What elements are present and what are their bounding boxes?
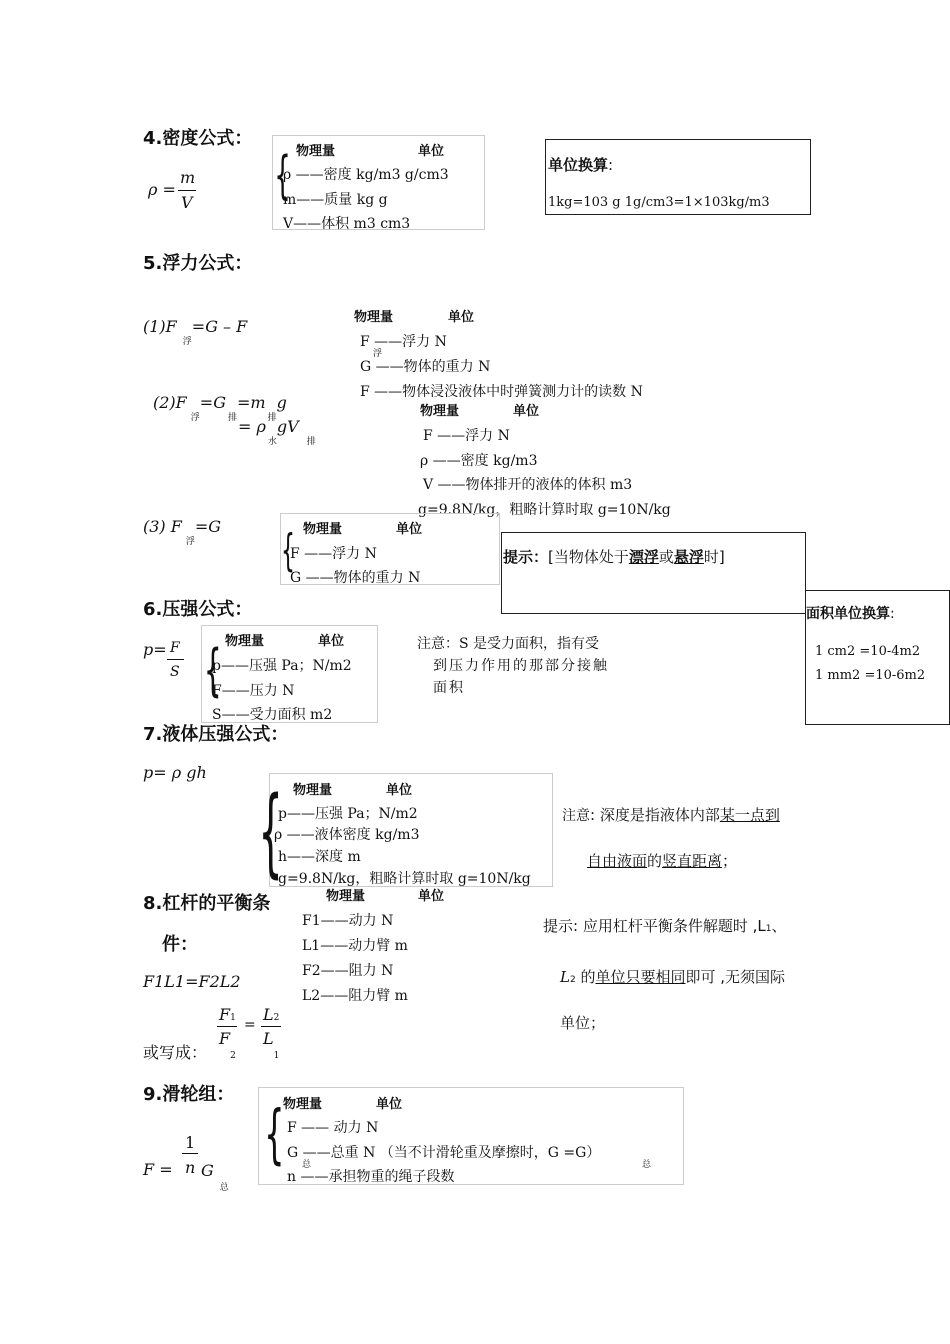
density-col-quantity: 物理量 [296,144,336,159]
heading-lever: 8.杠杆的平衡条 [143,893,271,914]
pulley-formula-num: 1 [185,1133,196,1152]
fraction-bar [261,1026,281,1027]
buoyancy-t3-unit: 单位 [396,522,423,537]
liquid-formula: p= ρ gh [143,763,207,782]
pressure-formula-lhs: p= [143,640,167,659]
buoyancy-t1-row: F ——物体浸没液体中时弹簧测力计的读数 N [360,384,643,400]
float-tip-box [501,532,806,614]
heading-density: 4.密度公式： [143,128,253,149]
lever-row: F1——动力 N [302,913,394,929]
pressure-row: F——压力 N [212,683,295,699]
pressure-note-line: 到压力作用的那部分接触 [433,658,609,674]
heading-pulley: 9.滑轮组： [143,1084,235,1105]
buoyancy-t2-row: ρ ——密度 kg/m3 [420,453,538,469]
heading-buoyancy: 5.浮力公式： [143,253,253,274]
liquid-col-quantity: 物理量 [293,783,333,798]
buoyancy-t3-quantity: 物理量 [303,522,343,537]
pulley-row: G ——总重 N （当不计滑轮重及摩擦时，G =G） [287,1145,601,1161]
density-formula-den: V [181,193,193,212]
buoyancy-t2-row: g=9.8N/kg，粗略计算时取 g=10N/kg [418,502,671,518]
heading-liquid-pressure: 7.液体压强公式： [143,724,289,745]
pulley-formula-den: n [185,1158,196,1177]
pulley-row: F —— 动力 N [287,1120,379,1136]
pressure-note-line: 面积 [433,680,465,696]
liquid-row: g=9.8N/kg，粗略计算时取 g=10N/kg [278,871,531,887]
buoyancy-t1-unit: 单位 [448,310,475,325]
pressure-col-quantity: 物理量 [225,634,265,649]
pulley-col-quantity: 物理量 [283,1097,323,1112]
buoyancy-t3-row: G ——物体的重力 N [290,570,421,586]
lever-alt-f-num: F1 [219,1005,236,1024]
lever-row: L2——阻力臂 m [302,988,408,1004]
float-tip: 提示：[当物体处于漂浮或悬浮时] [503,548,725,566]
buoyancy-t1-quantity: 物理量 [354,310,394,325]
lever-formula: F1L1=F2L2 [143,972,241,991]
density-col-unit: 单位 [418,144,445,159]
liquid-row: h——深度 m [278,849,361,865]
lever-tip-line3: 单位； [560,1014,606,1032]
area-conversion-row: 1 cm2 =10-4m2 [815,644,921,659]
conversion-text: 1kg=103 g 1g/cm3=1×103kg/m3 [548,195,770,210]
area-conversion-row: 1 mm2 =10-6m2 [815,668,926,683]
fraction-bar [167,659,184,660]
lever-alt-eq: = [244,1017,256,1033]
area-conversion-title: 面积单位换算: [806,606,895,622]
brace-icon: { [203,638,222,703]
pulley-row: n ——承担物重的绳子段数 [287,1169,455,1185]
liquid-col-unit: 单位 [386,783,413,798]
density-row: V——体积 m3 cm3 [283,216,411,232]
lever-row: L1——动力臂 m [302,938,408,954]
buoyancy-formula-1: $(1)F_浮=G - F$ [143,317,248,347]
heading-pressure: 6.压强公式： [143,599,253,620]
pulley-sub: 总 [302,1160,312,1170]
lever-tip-line2: L2 的单位只要相同即可 ,无须国际 [560,968,786,986]
lever-alt-label: 或写成： [143,1043,208,1062]
buoyancy-t2-row: V ——物体排开的液体的体积 m3 [423,477,633,493]
fraction-bar [217,1026,237,1027]
density-formula-num: m [180,168,196,187]
brace-icon: { [258,776,283,888]
lever-tip-line1: 提示: 应用杠杆平衡条件解题时 ,L1、 [543,917,787,935]
buoyancy-t1-row: G ——物体的重力 N [360,359,491,375]
pulley-col-unit: 单位 [376,1097,403,1112]
density-formula-lhs: ρ = [148,180,176,199]
buoyancy-t3-row: F ——浮力 N [290,546,377,562]
conversion-title: 单位换算: [548,156,614,174]
pulley-formula-lhs: F = [143,1160,173,1179]
lever-alt-f-den: $F_2$ [219,1029,236,1061]
pressure-row: S——受力面积 m2 [212,707,333,723]
fraction-bar [182,1153,198,1154]
buoyancy-t2-row: F ——浮力 N [423,428,510,444]
brace-icon: { [264,1098,285,1172]
fraction-bar [178,190,196,191]
density-row: m——质量 kg g [283,192,388,208]
buoyancy-t1-sub: 浮 [373,349,383,359]
pressure-row: p——压强 Pa；N/m2 [212,658,352,674]
pressure-col-unit: 单位 [318,634,345,649]
lever-alt-l-num: L2 [263,1005,280,1024]
lever-col-quantity: 物理量 [326,889,366,904]
pulley-formula-g: $G_总$ [201,1161,229,1193]
buoyancy-formula-3: (3) $F_浮=G$ [143,517,222,547]
pressure-formula-num: F [170,640,180,656]
lever-row: F2——阻力 N [302,963,394,979]
pressure-formula-den: S [170,664,180,680]
liquid-row: p——压强 Pa；N/m2 [278,806,418,822]
liquid-note-line1: 注意: 深度是指液体内部某一点到 [562,806,780,824]
brace-icon: { [274,146,291,206]
liquid-note-line2: 自由液面的竖直距离； [587,852,738,870]
lever-alt-l-den: $L_1$ [263,1029,280,1061]
brace-icon: { [281,525,295,576]
lever-col-unit: 单位 [418,889,445,904]
buoyancy-t2-quantity: 物理量 [420,404,460,419]
liquid-row: ρ ——液体密度 kg/m3 [274,827,420,843]
heading-lever-cont: 件： [162,934,198,955]
buoyancy-formula-2: $(2)F_浮=G_排=m_排g$ [153,393,287,423]
density-row: ρ ——密度 kg/m3 g/cm3 [283,167,449,183]
buoyancy-formula-2b: = $\rho_水gV_排$ [238,417,316,447]
pulley-sub: 总 [642,1160,652,1170]
buoyancy-t1-row: F ——浮力 N [360,334,447,350]
pressure-note-line: 注意：S 是受力面积，指有受 [417,636,600,652]
buoyancy-t2-unit: 单位 [513,404,540,419]
